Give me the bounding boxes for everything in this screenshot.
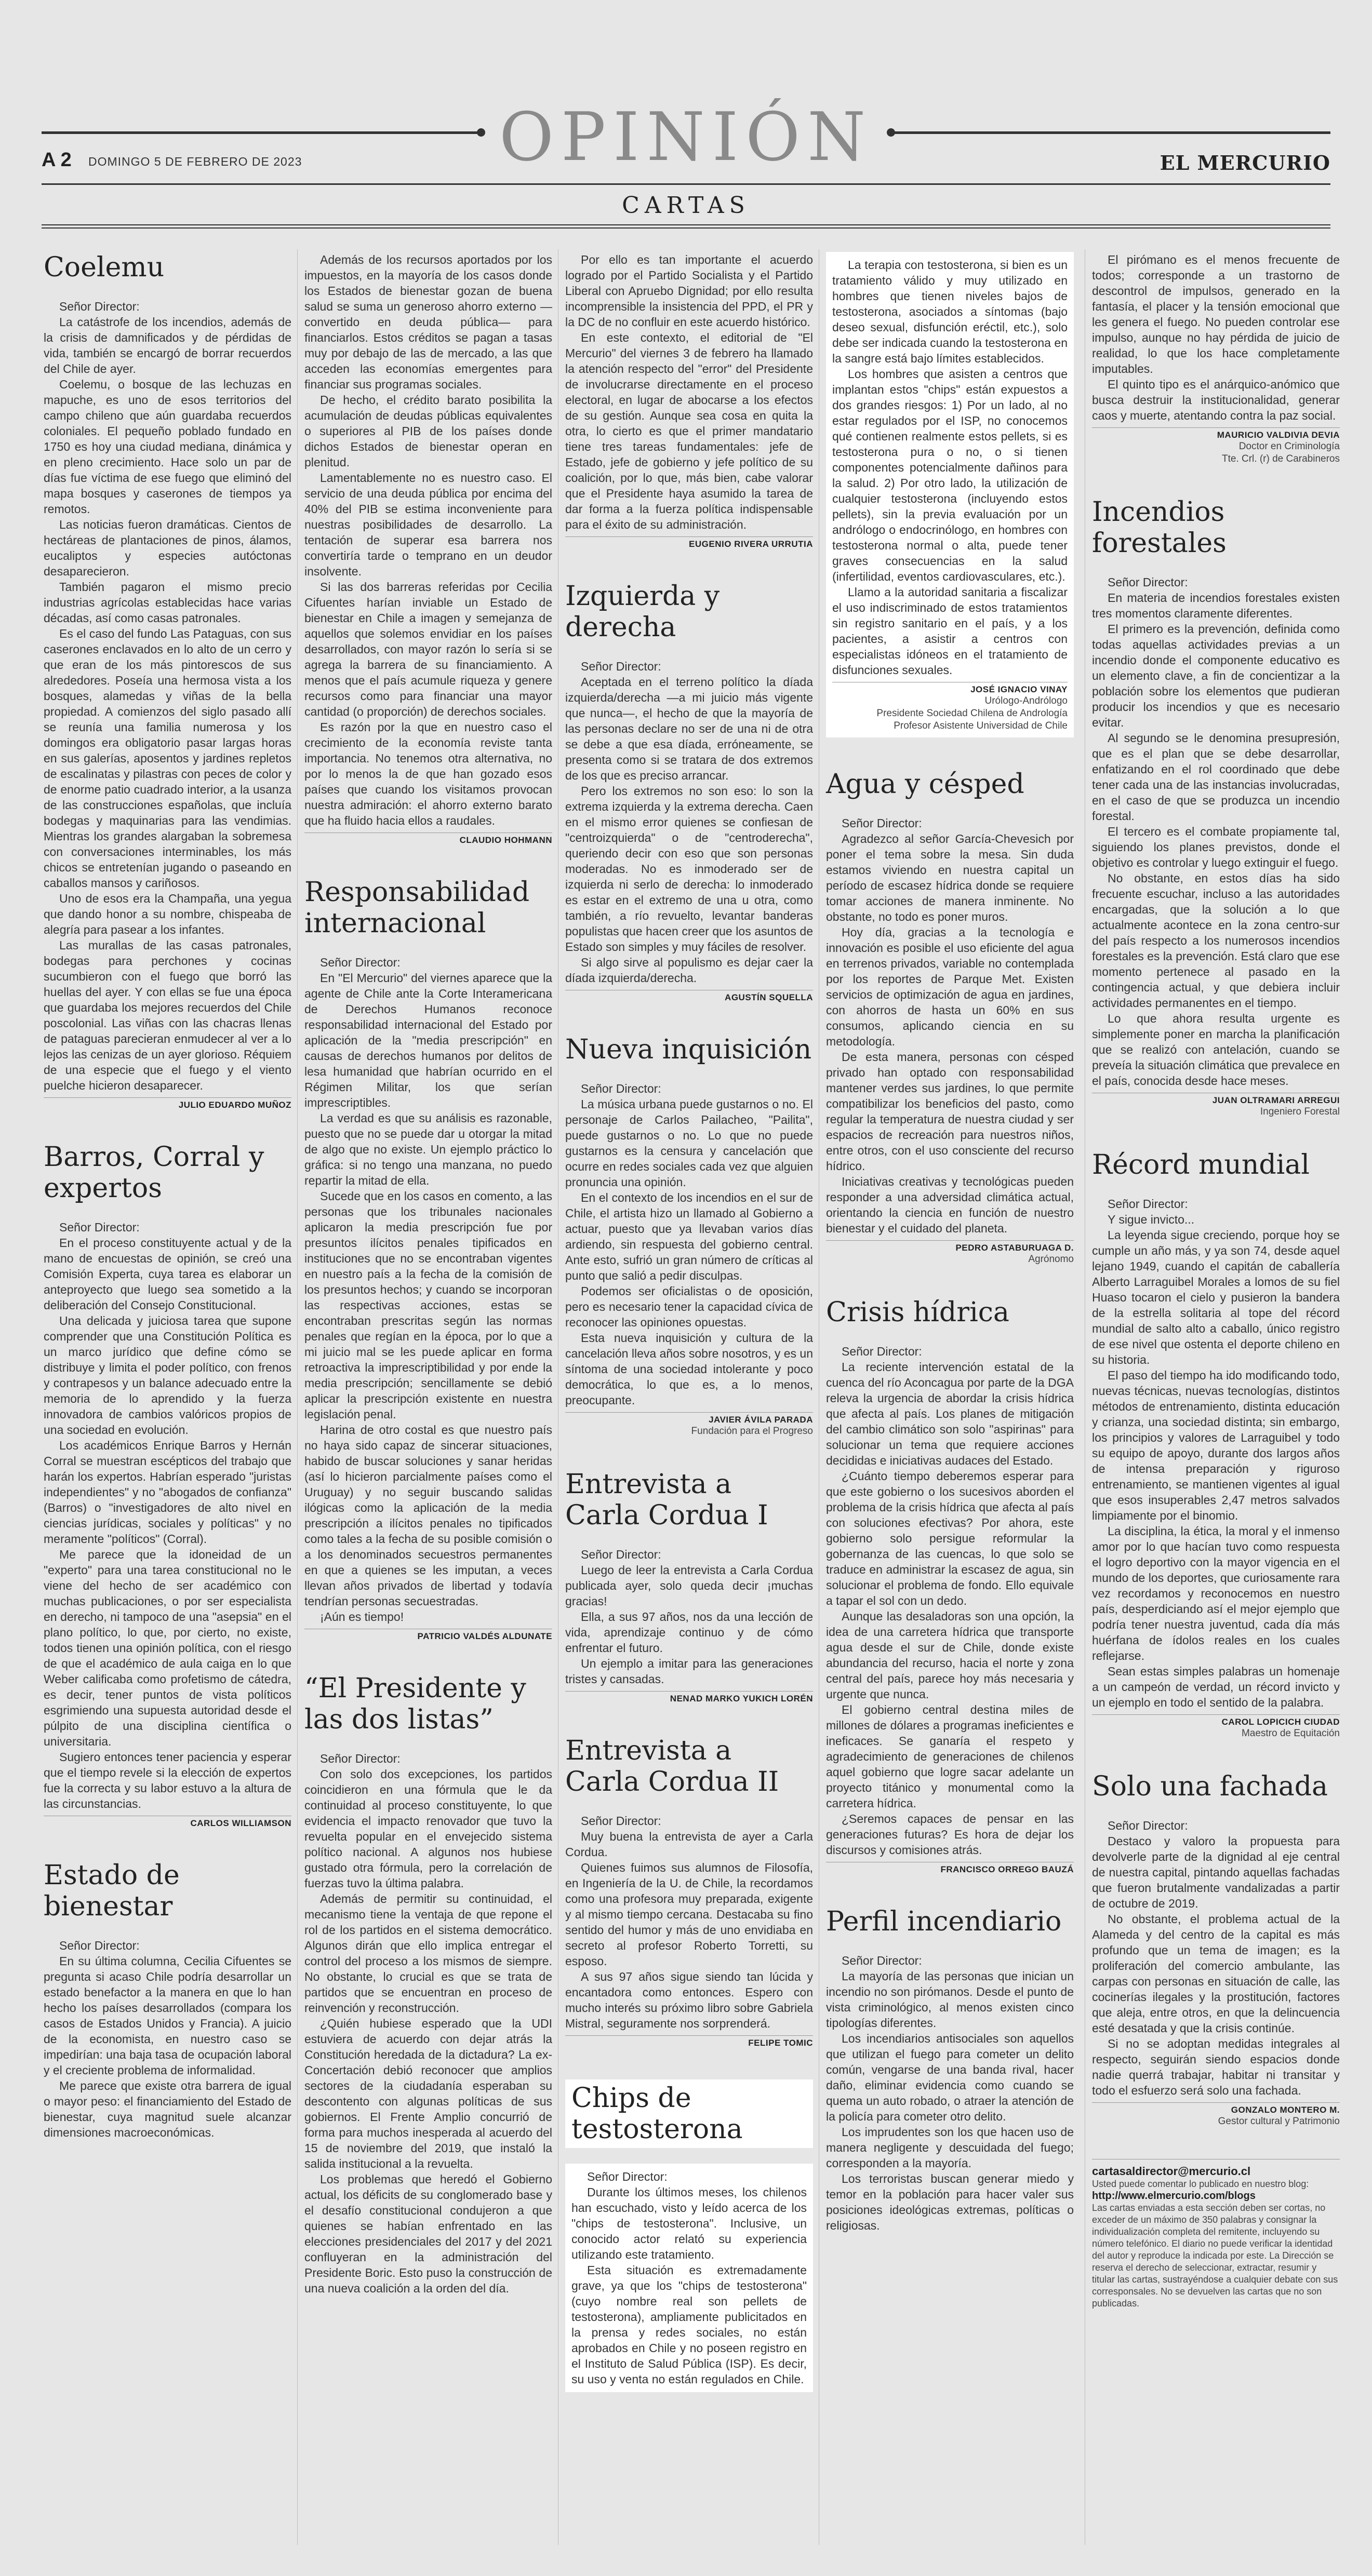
newspaper-brand: EL MERCURIO <box>1160 151 1330 175</box>
paragraph: Me parece que la idoneidad de un "experto" para una tarea constitucional no le viene del hecho de ser académico con muchas publicaciones, o por ser especialista en derecho, ni tampoco de una "asepsia" en el plano político, lo que, por cierto, no existe, todos tienen una opinión política, con el riesgo de que el académico de aula caiga en lo que Weber calificaba como profetismo de cátedra, es decir, tener puntos de vista políticos esgrimiendo una supuesta autoridad desde el púlpito de una disciplina científica o universitaria. <box>44 1548 291 1748</box>
paragraph: Los hombres que asisten a centros que implantan estos "chips" están expuestos a dos grandes riesgos: 1) Por un lado, al no estar regulados por el ISP, no conocemos qué contienen realmente estos pellets, si es testosterona pura o no, o si tienen componentes potencialmente dañinos para la salud. 2) Por otro lado, la utilización de cualquier testosterona (incluyendo estos pellets), sin la previa evaluación por un andrólogo o endocrinólogo, en hombres con testosterona normal o alta, puede tener graves consecuencias en la salud (infertilidad, eventos cardiovasculares, etc.). <box>832 367 1068 583</box>
letter-chips-cont <box>826 252 1074 737</box>
letter-text <box>1092 1818 1340 2128</box>
letter-record-mundial <box>1092 1149 1340 1740</box>
letter-barros-corral <box>44 1142 291 1829</box>
paragraph: La terapia con testosterona, si bien es un tratamiento válido y muy utilizado en hombres que tienen niveles bajos de testosterona, asociados a síntomas (bajo deseo sexual, disfunción eréctil, etc.), solo debe ser indicada cuando la testosterona en la sangre está bajo límites establecidos. <box>832 258 1068 365</box>
paragraph: En este contexto, el editorial de "El Mercurio" del viernes 3 de febrero ha llamado la atención respecto del "error" del Presidente de involucrarse directamente en el proceso electoral, en lugar de abocarse a los efectos de su gestión. Aunque sea cosa en quita la otra, lo cierto es que el primer mandatario tiene tres tareas fundamentales: jefe de Estado, jefe de gobierno y jefe político de su coalición, por lo que, más bien, cabe valorar que el Presidente haya asumido la tarea de dar forma a la fuerza política indispensable para el éxito de su administración. <box>565 331 813 531</box>
contact-policy: Las cartas enviadas a esta sección deben ser cortas, no exceder de un máximo de 350 palabras y consignar la individualización completa del remitente, incluyendo su número telefónico. El diario no puede verificar la identidad del autor y reproduce la indicada por este. La Dirección se reserva el derecho de seleccionar, extractar, resumir y titular las cartas, sustrayéndose a cualquier debate con sus corresponsales. No se devuelven las cartas que no son publicadas. <box>1092 2203 1338 2309</box>
salutation: Señor Director: <box>59 300 140 313</box>
paragraph: Sugiero entonces tener paciencia y esperar que el tiempo revele si la elección de expertos fue la correcta y su labor estuvo a la altura de las circunstancias. <box>44 1750 291 1810</box>
paragraph: Muy buena la entrevista de ayer a Carla Cordua. <box>565 1830 813 1859</box>
signature <box>1092 2102 1340 2128</box>
signer-name: PEDRO ASTABURUAGA D. <box>955 1243 1074 1253</box>
letter-text <box>44 1219 291 1829</box>
signer-role: Profesor Asistente Universidad de Chile <box>894 720 1068 731</box>
paragraph: Los problemas que heredó el Gobierno actual, los déficits de su conglomerado base y el desafío constitucional condujeron a que quienes se habían enfrentado en las elecciones presidenciales del 2017 y del 2021 confluyeran en la administración del Presidente Boric. Esto puso la construcción de una nueva coalición a la orden del día. <box>304 2172 552 2295</box>
letter-izquierda-derecha <box>565 581 813 1003</box>
paragraph: Si algo sirve al populismo es dejar caer la díada izquierda/derecha. <box>565 956 813 985</box>
paragraph: La disciplina, la ética, la moral y el inmenso amor por lo que hacían tuvo como respuesta el logro deportivo con la mayor vigencia en el mundo de los deportes, que curiosamente rara vez recordamos y reconocemos en nuestro país, desperdiciando así el mejor ejemplo que podría tener nuestra juventud, cada día más huérfana de ídolos reales en los cuales reflejarse. <box>1092 1524 1340 1662</box>
letter-body <box>565 1096 813 1408</box>
letter-text <box>565 1081 813 1438</box>
letter-agua-cesped <box>826 769 1074 1266</box>
signature <box>565 990 813 1003</box>
letter-title: Récord mundial <box>1092 1149 1310 1180</box>
letter-nueva-inquisicion <box>565 1034 813 1438</box>
salutation: Señor Director: <box>59 1939 140 1952</box>
paragraph: Coelemu, o bosque de las lechuzas en mapuche, es uno de esos territorios del campo chileno que aún guardaba recuerdos coloniales. El pequeño poblado fundado en 1750 es hoy una ciudad mediana, dinámica y en pleno crecimiento. Hace solo un par de días fue víctima de ese fuego que eliminó del mapa bosques y caserones de tiempos ya remotos. <box>44 378 291 516</box>
paragraph: ¿Quién hubiese esperado que la UDI estuviera de acuerdo con dejar atrás la Constitución heredada de la dictadura? La ex-Concertación debió reconocer que amplios sectores de la ciudadanía esperaban su descontento con algunas políticas de sus gobiernos. El Frente Amplio concurrió de forma para muchos inesperada al acuerdo del 15 de noviembre del 2019, que instaló la salida institucional a la revuelta. <box>304 2017 552 2170</box>
rule-top <box>42 183 1330 185</box>
paragraph: Destaco y valoro la propuesta para devolverle parte de la dignidad al eje central de nuestra capital, pintando aquellas fachadas que fueron brutalmente vandalizadas a partir de octubre de 2019. <box>1092 1834 1340 1910</box>
contact-intro: Usted puede comentar lo publicado en nuestro blog: <box>1092 2179 1309 2189</box>
letter-chips <box>565 2079 813 2392</box>
signer-name: CAROL LOPICICH CIUDAD <box>1221 1717 1340 1727</box>
letter-body <box>1092 252 1340 423</box>
paragraph: La catástrofe de los incendios, además de la crisis de damnificados y de pérdidas de vida, también se encargó de borrar recuerdos del Chile de ayer. <box>44 315 291 375</box>
letter-cordua-1 <box>565 1469 813 1704</box>
letter-body <box>304 970 552 1625</box>
subsection-title: CARTAS <box>622 192 750 219</box>
paragraph: En el proceso constituyente actual y de la mano de encuestas de opinión, se creó una Comisión Experta, cuya tarea es elaborar un anteproyecto que luego sea sometido a la deliberación del Consejo Constitucional. <box>44 1236 291 1312</box>
paragraph: Aunque las desaladoras son una opción, la idea de una carretera hídrica que transporte agua desde el sur de Chile, donde existe abundancia del recurso, hacia el norte y zona central del país, parece hoy más necesaria y urgente que nunca. <box>826 1609 1074 1701</box>
letter-body <box>1092 1833 1340 2098</box>
paragraph: De esta manera, personas con césped privado han optado con responsabilidad mantener verdes sus jardines, lo que permite compatibilizar los beneficios del pasto, como regular la temperatura de nuestra ciudad y ser espacios de recreación para nuestros niños, entre otros, con el uso consciente del recurso hídrico. <box>826 1050 1074 1173</box>
signer-name: CLAUDIO HOHMANN <box>459 835 552 845</box>
paragraph: Además de los recursos aportados por los impuestos, en la mayoría de los casos donde los Estados de bienestar gozan de buena salud se suma un generoso ahorro externo —convertido en deuda pública— para financiarlos. Estos créditos se pagan a tasas muy por debajo de las de mercado, a las que acceden las economías emergentes para financiar sus programas sociales. <box>304 253 552 391</box>
letter-text <box>44 299 291 1110</box>
paragraph: La reciente intervención estatal de la cuenca del río Aconcagua por parte de la DGA releva la urgencia de abordar la crisis hídrica que afecta al país. Los planes de mitigación del cambio climático son solo "aspirinas" para solucionar un tema que requiere acciones decididas e iniciativas audaces del Estado. <box>826 1360 1074 1467</box>
section-title: OPINIÓN <box>499 99 873 176</box>
signer-name: JULIO EDUARDO MUÑOZ <box>178 1100 291 1110</box>
signer-role: Presidente Sociedad Chilena de Andrología <box>876 708 1068 719</box>
letter-title: Entrevista a Carla Cordua I <box>565 1469 768 1531</box>
paragraph: Hoy día, gracias a la tecnología e innovación es posible el uso eficiente del agua en terrenos privados, variable no contemplada por los reportes de Parque Met. Existen servicios de optimización de agua en jardines, con ahorros de hasta un 60% en sus consumos, aplicando ciencia en su metodología. <box>826 925 1074 1048</box>
paragraph: En "El Mercurio" del viernes aparece que la agente de Chile ante la Corte Interamericana de Derechos Humanos reconoce responsabilidad internacional del Estado por aplicación de la "media prescripción" en causas de derechos humanos por delitos de lesa humanidad que habrían ocurrido en el Régimen Militar, los que serían imprescriptibles. <box>304 971 552 1109</box>
letter-text <box>565 659 813 1003</box>
letter-solo-fachada <box>1092 1771 1340 2128</box>
salutation: Señor Director: <box>581 1814 661 1828</box>
publication-date: DOMINGO 5 DE FEBRERO DE 2023 <box>88 155 302 168</box>
letter-body <box>565 252 813 532</box>
letter-title: Entrevista a Carla Cordua II <box>565 1735 779 1797</box>
salutation: Señor Director: <box>1108 575 1188 589</box>
letter-presidente <box>304 1673 552 2296</box>
paragraph: Si no se adoptan medidas integrales al respecto, seguirán siendo espacios donde nadie querrá trabajar, habitar ni transitar y todo el esfuerzo será solo una fachada. <box>1092 2037 1340 2097</box>
paragraph: El quinto tipo es el anárquico-anómico que busca destruir la institucionalidad, generar caos y muerte, atentando contra la paz social. <box>1092 378 1340 422</box>
letter-text <box>565 1547 813 1704</box>
signature <box>44 1816 291 1829</box>
signature <box>304 1629 552 1642</box>
paragraph: De hecho, el crédito barato posibilita la acumulación de deudas públicas equivalentes o superiores al PIB de los países donde dichos Estados de bienestar operan en plenitud. <box>304 393 552 469</box>
letter-body <box>304 252 552 828</box>
paragraph: Agradezco al señor García-Chevesich por poner el tema sobre la mesa. Sin duda estamos viviendo en nuestra capital un período de escasez hídrica donde se requiere tomar acciones de manera inminente. No obstante, no todo es poner muros. <box>826 832 1074 923</box>
signer-role: Fundación para el Progreso <box>691 1426 813 1437</box>
signature <box>1092 1714 1340 1740</box>
signature <box>826 1862 1074 1875</box>
paragraph: Además de permitir su continuidad, el mecanismo tiene la ventaja de que repone el rol de los partidos en el sistema democrático. Algunos dirán que ello implica entregar el control del proceso a los mismos de siempre. No obstante, lo crucial es que se trata de partidos que se encuentran en proceso de reinvención y reconstrucción. <box>304 1892 552 2015</box>
paragraph: Lamentablemente no es nuestro caso. El servicio de una deuda pública por encima del 40% del PIB se estima inconveniente para nuestras posibilidades de desarrollo. La tentación de superar esa barrera nos convertiría tarde o temprano en un deudor insolvente. <box>304 471 552 578</box>
letter-title: Barros, Corral y expertos <box>44 1142 264 1204</box>
signature <box>565 536 813 549</box>
signer-name: PATRICIO VALDÉS ALDUNATE <box>417 1631 552 1641</box>
paragraph: A sus 97 años sigue siendo tan lúcida y encantadora como entonces. Espero con mucho interés su próximo libro sobre Gabriela Mistral, seguramente nos sorprenderá. <box>565 1970 813 2030</box>
letter-title: Estado de bienestar <box>44 1860 180 1922</box>
salutation: Señor Director: <box>581 660 661 673</box>
letter-text <box>826 1344 1074 1875</box>
paragraph: Con solo dos excepciones, los partidos coincidieron en una fórmula que le da continuidad al proceso constituyente, lo que evidencia el impacto renovador que tuvo la revuelta popular en el envejecido sistema político nacional. A algunos nos hubiese gustado otra fórmula, pero la correlación de fuerzas tuvo la última palabra. <box>304 1767 552 1890</box>
paragraph: En su última columna, Cecilia Cifuentes se pregunta si acaso Chile podría desarrollar un estado benefactor a la manera en que lo han hecho los países desarrollados (compara los casos de Estados Unidos y Francia). A juicio de la economista, en nuestro caso se impedirían: una baja tasa de ocupación laboral y el creciente problema de informalidad. <box>44 1954 291 2077</box>
signer-name: MAURICIO VALDIVIA DEVIA <box>1217 430 1340 440</box>
signer-role: Urólogo-Andrólogo <box>984 695 1068 706</box>
letter-text <box>565 252 813 549</box>
salutation: Señor Director: <box>320 1752 401 1765</box>
salutation: Señor Director: <box>59 1220 140 1234</box>
paragraph: Iniciativas creativas y tecnológicas pueden responder a una adversidad climática actual, orientando la ciencia en función de nuestro bienestar y el cuidado del planeta. <box>826 1175 1074 1235</box>
paragraph: No obstante, en estos días ha sido frecuente escuchar, incluso a las autoridades encargadas, que la solución a lo que actualmente acontece en la zona centro-sur del país respecto a los numerosos incendios forestales es la prevención. Está claro que ese momento pertenece al pasado en la contingencia actual, y que debiera incluir actividades permanentes en el tiempo. <box>1092 871 1340 1010</box>
paragraph: Y sigue invicto... <box>1108 1213 1195 1226</box>
paragraph: Harina de otro costal es que nuestro país no haya sido capaz de sincerar situaciones, habido de buscar soluciones y sanar heridas (así lo hicieron parcialmente países como el Uruguay) y no seguir buscando salidas ilógicas como la aplicación de la media prescripción a ilícitos penales no tipificados como tales a la fecha de su posible comisión o a los denominados secuestros permanentes en que a quienes se les imputan, a veces llevan años privados de libertad y todavía tendrían personas secuestradas. <box>304 1423 552 1608</box>
letter-perfil-incendiario <box>826 1906 1074 2233</box>
paragraph: El pirómano es el menos frecuente de todos; corresponde a un trastorno de descontrol de impulsos, generado en la fantasía, el placer y la tensión emocional que les genera el fuego. No pueden controlar ese impulso, aunque no hay pérdida de juicio de realidad, lo que los hace completamente imputables. <box>1092 253 1340 375</box>
letter-text <box>1092 1196 1340 1740</box>
paragraph: El primero es la prevención, definida como todas aquellas actividades previas a un incendio donde el componente educativo es un elemento clave, a fin de concientizar a la población sobre los elementos que pudieran producir los incendios y que es necesario evitar. <box>1092 622 1340 729</box>
letter-responsabilidad <box>304 877 552 1642</box>
letter-title: “El Presidente y las dos listas” <box>304 1673 526 1735</box>
signer-role: Maestro de Equitación <box>1241 1728 1340 1739</box>
paragraph: En materia de incendios forestales existen tres momentos claramente diferentes. <box>1092 591 1340 620</box>
letter-cordua-2 <box>565 1735 813 2048</box>
letter-body <box>565 674 813 986</box>
column-4 <box>826 252 1074 2264</box>
paragraph: No obstante, el problema actual de la Alameda y del centro de la capital es más profundo que un tema de imagen; es la proliferación del comercio ambulante, las carpas con personas en situación de calle, las cocinerías ilegales y la prostitución, factores que aleja, entre otros, en que la delincuencia esté desatada y que la crisis continúe. <box>1092 1912 1340 2035</box>
letter-body <box>304 1766 552 2296</box>
letter-text <box>826 815 1074 1266</box>
letter-text <box>304 1751 552 2296</box>
column-3 <box>565 252 813 2423</box>
contact-blog-link[interactable]: http://www.elmercurio.com/blogs <box>1092 2190 1256 2202</box>
paragraph: Podemos ser oficialistas o de oposición, pero es necesario tener la capacidad cívica de reconocer las opiniones opuestas. <box>565 1284 813 1329</box>
letter-estado-bienestar-cont <box>304 252 552 846</box>
signature <box>826 1240 1074 1266</box>
paragraph: ¿Seremos capaces de pensar en las generaciones futuras? Es hora de dejar los discursos y comisiones atrás. <box>826 1812 1074 1857</box>
salutation: Señor Director: <box>842 1345 922 1358</box>
paragraph: Uno de esos era la Champaña, una yegua que dando honor a su nombre, chispeaba de alegría para pasear a los infantes. <box>44 892 291 936</box>
paragraph: Al segundo se le denomina presupresión, que es el plan que se debe desarrollar, enfatizando en el rol coordinado que debe tener cada una de las instancias involucradas, en el caso de que se produzca un incendio forestal. <box>1092 731 1340 823</box>
letter-text <box>565 2164 813 2392</box>
masthead <box>42 101 1330 184</box>
paragraph: El tercero es el combate propiamente tal, siguiendo los planes previstos, donde el objetivo es controlar y luego extinguir el fuego. <box>1092 825 1340 869</box>
letter-body <box>44 314 291 1093</box>
salutation: Señor Director: <box>320 956 401 969</box>
contact-box <box>1092 2159 1340 2310</box>
paragraph: Lo que ahora resulta urgente es simplemente poner en marcha la planificación que se realizó con antelación, cuando se preveía la situación climática que prevalece en el país, conocida desde hace meses. <box>1092 1012 1340 1088</box>
letter-body <box>571 2184 807 2387</box>
letter-text <box>826 252 1074 737</box>
signature <box>565 1691 813 1704</box>
contact-email[interactable]: cartasaldirector@mercurio.cl <box>1092 2165 1251 2178</box>
paragraph: Me parece que existe otra barrera de igual o mayor peso: el financiamiento del Estado de bienestar, cuya magnitud suele alcanzar dimensiones macroeconómicas. <box>44 2079 291 2139</box>
letter-perfil-cont <box>1092 252 1340 465</box>
paragraph: Un ejemplo a imitar para las generaciones tristes y cansadas. <box>565 1657 813 1686</box>
paragraph: Los académicos Enrique Barros y Hernán Corral se muestran escépticos del trabajo que harán los expertos. Habrían esperado "juristas independientes" y no "abogados de confianza" (Barros) o "investigadores de alto nivel en ciencias jurídicas, sociales y políticas" y no meramente "políticos" (Corral). <box>44 1439 291 1546</box>
salutation: Señor Director: <box>581 1548 661 1561</box>
signer-role: Ingeniero Forestal <box>1260 1106 1340 1117</box>
signature <box>304 833 552 846</box>
column-2 <box>304 252 552 2327</box>
paragraph: El paso del tiempo ha ido modificando todo, nuevas técnicas, nuevas tecnologías, distintos métodos de entrenamiento, distinta educación y crianza, una sociedad distinta; sin embargo, los principios y valores de Larraguibel y todo su equipo de apoyo, durante dos largos años de intensa preparación y riguroso entrenamiento, se mantienen vigentes al igual que esos insuperables 2,47 metros salvados limpiamente por el binomio. <box>1092 1369 1340 1522</box>
signer-name: CARLOS WILLIAMSON <box>190 1818 291 1828</box>
signer-name: JUAN OLTRAMARI ARREGUI <box>1212 1095 1340 1105</box>
letter-body <box>1092 590 1340 1089</box>
paragraph: Pero los extremos no son eso: lo son la extrema izquierda y la extrema derecha. Caen en el mismo error quienes se confiesan de "centroizquierda" o de "centroderecha", queriendo decir con eso que son personas moderadas. No es inmoderado ser de izquierda ni serlo de derecha: lo inmoderado es estar en el extremo de una u otra, como también, a río revuelto, levantar banderas populistas que hacen creer que los asuntos de Estado son simples y muy fáciles de resolver. <box>565 784 813 954</box>
paragraph: La leyenda sigue creciendo, porque hoy se cumple un año más, y ya son 74, desde aquel lejano 1949, cuando el capitán de caballería Alberto Larraguibel Morales a lomos de su fiel Huaso tocaron el cielo y pusieron la bandera de la estrella solitaria al tope del récord mundial de salto alto a caballo, único registro de ese nivel que ostenta el deporte chileno en su historia. <box>1092 1228 1340 1366</box>
salutation: Señor Director: <box>581 1082 661 1095</box>
letter-body <box>565 1562 813 1687</box>
paragraph: Ella, a sus 97 años, nos da una lección de vida, aprendizaje continuo y de cómo enfrentar el futuro. <box>565 1610 813 1655</box>
signature <box>832 682 1068 732</box>
rule-bottom-2 <box>42 227 1330 229</box>
paragraph: Es el caso del fundo Las Pataguas, con sus caserones enclavados en lo alto de un cerro y que eran de los más pintorescos de sus alrededores. Poseía una hermosa vista a los bosques, alamedas y viñas de la bella propiedad. A comienzos del siglo pasado allí se reunía una familia numerosa y los domingos era obligatorio pasar largas horas en sus galerías, aposentos y jardines repletos de escalinatas y pilastras con peces de color y de enorme patio cuadrado interior, a la usanza de las construcciones españolas, que incluía bodegas y maquinarias para las vendimias. Mientras los grandes alargaban la sobremesa con conversaciones interminables, los más chicos se entretenían jugando o paseando en caballos mansos y cariñosos. <box>44 627 291 890</box>
letter-text <box>565 1813 813 2048</box>
page-number: A 2 <box>42 149 72 171</box>
paragraph: ¡Aún es tiempo! <box>320 1610 404 1624</box>
paragraph: Sucede que en los casos en comento, a las personas que los tribunales nacionales aplicaron la media prescripción fue por presuntos ilícitos penales tipificados en instituciones que no se encontraban vigentes en nuestro país a la fecha de la comisión de los presuntos hechos; y cuando se incorporan las respectivas acciones, estas se encontraban prescritas según las normas penales que regían en la época, por lo que a mi juicio mal se les puede aplicar en forma retroactiva la imprescriptibilidad y por ende la media prescripción; sencillamente se debió aplicar la prescripción existente en nuestra legislación penal. <box>304 1189 552 1421</box>
signature <box>565 1412 813 1438</box>
letter-estado-bienestar <box>44 1860 291 2140</box>
signature <box>1092 1093 1340 1118</box>
letter-body <box>832 257 1068 678</box>
signer-name: AGUSTÍN SQUELLA <box>725 992 813 1002</box>
letter-body <box>44 1953 291 2140</box>
letter-body <box>565 1829 813 2031</box>
paragraph: Sean estas simples palabras un homenaje a un campeón de verdad, un récord invicto y un ejemplo en todo el sentido de la palabra. <box>1092 1665 1340 1709</box>
paragraph: Aceptada en el terreno político la díada izquierda/derecha —a mi juicio más vigente que nunca—, el hecho de que la mayoría de las personas declare no ser de una ni de otra se debe a que esa díada, erróneamente, se presenta como si se tratara de dos extremos de los que es preciso arrancar. <box>565 675 813 782</box>
letter-incendios-forestales <box>1092 497 1340 1118</box>
paragraph: El gobierno central destina miles de millones de dólares a programas ineficientes e ineficaces. Se ganaría el respeto y agradecimiento de generaciones de chilenos aquel gobierno que logre sacar adelante un proyecto titánico y monumental como la carretera hídrica. <box>826 1703 1074 1810</box>
paragraph: Las murallas de las casas patronales, bodegas para perchones y cocinas sucumbieron con el fuego que borró las huellas del ayer. Y con ellas se fue una época que guardaba los mejores recuerdos del Chile poscolonial. Las viñas con las chacras llenas de pataguas parecieran enmudecer al ver a lo lejos las cenizas de un ayer glorioso. Réquiem de una especie que el fuego y el viento puelche hicieron desaparecer. <box>44 938 291 1092</box>
paragraph: Una delicada y juiciosa tarea que supone comprender que una Constitución Política es un marco jurídico que define cómo se distribuye y limita el poder político, con frenos y contrapesos y un balance adecuado entre la memoria de lo aprendido y la fuerza innovadora de cambios valóricos propios de una sociedad en evolución. <box>44 1314 291 1437</box>
signature <box>565 2035 813 2048</box>
letter-body <box>44 1235 291 1812</box>
signer-name: NENAD MARKO YUKICH LORÉN <box>670 1694 813 1703</box>
letter-text <box>304 955 552 1642</box>
salutation: Señor Director: <box>1108 1197 1188 1211</box>
paragraph: Los terroristas buscan generar miedo y temor en la población para hacer valer sus posiciones ideológicas extremas, políticas o religiosas. <box>826 2172 1074 2232</box>
paragraph: Luego de leer la entrevista a Carla Cordua publicada ayer, solo queda decir ¡muchas gracias! <box>565 1563 813 1608</box>
salutation: Señor Director: <box>1108 1819 1188 1832</box>
letter-title: Responsabilidad internacional <box>304 877 530 939</box>
column-1 <box>44 252 291 2171</box>
signer-name: JOSÉ IGNACIO VINAY <box>970 685 1068 694</box>
letter-title: Izquierda y derecha <box>565 581 720 643</box>
letter-title: Chips de testosterona <box>565 2079 813 2148</box>
paragraph: Los imprudentes son los que hacen uso de manera negligente y descuidada del fuego; corresponden a la mayoría. <box>826 2125 1074 2170</box>
letter-coelemu <box>44 252 291 1110</box>
letter-body <box>1092 1212 1340 1710</box>
signer-role: Doctor en Criminología <box>1238 441 1340 452</box>
paragraph: La música urbana puede gustarnos o no. El personaje de Carlos Pailacheo, "Pailita", puede gustarnos o no. Lo que no puede gustarnos es la censura y cancelación que ocurre en redes sociales cada vez que alguien pronuncia una opinión. <box>565 1097 813 1189</box>
paragraph: Esta situación es extremadamente grave, ya que los "chips de testosterona" (cuyo nombre real son pellets de testosterona), ampliamente publicitados en la prensa y redes sociales, no están aprobados en Chile y no poseen registro en el Instituto de Salud Pública (ISP). Es decir, su uso y venta no están regulados en Chile. <box>571 2263 807 2386</box>
paragraph: Durante los últimos meses, los chilenos han escuchado, visto y leído acerca de los "chips de testosterona". Inclusive, un conocido actor relató su experiencia utilizando este tratamiento. <box>571 2185 807 2261</box>
signature <box>1092 427 1340 465</box>
letter-text <box>1092 252 1340 465</box>
letter-text <box>44 1938 291 2140</box>
letter-title: Coelemu <box>44 252 165 283</box>
paragraph: La verdad es que su análisis es razonable, puesto que no se puede dar u otorgar la mitad de algo que no existe. Un ejemplo práctico lo gráfica: si no tengo una manzana, no puedo repartir la mitad de ella. <box>304 1111 552 1187</box>
signer-role: Agrónomo <box>1028 1254 1074 1265</box>
paragraph: Quienes fuimos sus alumnos de Filosofía, en Ingeniería de la U. de Chile, la recordamos como una profesora muy preparada, exigente y al mismo tiempo cercana. Destacaba su fino sentido del humor y más de uno envidiaba en secreto al profesor Roberto Torretti, su esposo. <box>565 1861 813 1968</box>
letter-crisis-hidrica <box>826 1297 1074 1875</box>
paragraph: Es razón por la que en nuestro caso el crecimiento de la economía reviste tanta importancia. No tenemos otra alternativa, no por lo menos la de que han gozado esos países que cuando los visitamos provocan nuestra admiración: el ahorro externo barato que ha fluido hacia ellos a raudales. <box>304 720 552 827</box>
letter-title: Solo una fachada <box>1092 1771 1328 1802</box>
paragraph: ¿Cuánto tiempo deberemos esperar para que este gobierno o los sucesivos aborden el problema de la crisis hídrica que afecta al país con soluciones efectivas? Por ahora, este gobierno solo persigue reformular la gobernanza de las cuencas, lo que solo se traduce en administrar la escasez de agua, sin solucionar el problema de fondo. Ello equivale a tapar el sol con un dedo. <box>826 1469 1074 1607</box>
signer-role: Gestor cultural y Patrimonio <box>1218 2116 1340 2127</box>
paragraph: Si las dos barreras referidas por Cecilia Cifuentes harían inviable un Estado de bienestar en Chile a imagen y semejanza de aquellos que solemos envidiar en los países desarrollados, con mayor razón lo sería si se agrega la barrera de su financiamiento. A menos que el país acumule riqueza y genere recursos como para financiar una mayor cantidad (o proporción) de derechos sociales. <box>304 580 552 718</box>
letter-body <box>826 831 1074 1236</box>
paragraph: Los incendiarios antisociales son aquellos que utilizan el fuego para cometer un delito común, vengarse de una banda rival, hacer daño, eliminar evidencia como cuando se quema un auto robado, o atraer la atención de la policía para cometer otro delito. <box>826 2032 1074 2123</box>
rule-bottom-1 <box>42 224 1330 225</box>
letter-title: Nueva inquisición <box>565 1034 812 1065</box>
letter-title: Agua y césped <box>826 769 1024 800</box>
paragraph: Las noticias fueron dramáticas. Cientos de hectáreas de plantaciones de pinos, álamos, eucaliptos y especies autóctonas desaparecieron. <box>44 518 291 578</box>
letter-text <box>304 252 552 846</box>
letter-title: Perfil incendiario <box>826 1906 1062 1937</box>
signer-name: GONZALO MONTERO M. <box>1231 2105 1340 2115</box>
paragraph: Llamo a la autoridad sanitaria a fiscalizar el uso indiscriminado de estos tratamientos sin registro sanitario en el país, y a los pacientes, a asistir a centros con especialistas idóneos en el tratamiento de disfunciones sexuales. <box>832 585 1068 677</box>
letter-text <box>1092 574 1340 1118</box>
paragraph: En el contexto de los incendios en el sur de Chile, el artista hizo un llamado al Gobierno a actuar, puesto que ya llevaban varios días ardiendo, sin respuesta del gobierno central. Ante esto, sufrió un gran número de críticas al punto que salió a pedir disculpas. <box>565 1191 813 1282</box>
signer-name: EUGENIO RIVERA URRUTIA <box>689 539 813 549</box>
letter-text <box>826 1953 1074 2233</box>
signature <box>44 1097 291 1110</box>
column-separator <box>297 249 298 2545</box>
signer-name: FRANCISCO ORREGO BAUZÁ <box>940 1864 1074 1874</box>
paragraph: La mayoría de las personas que inician un incendio no son pirómanos. Desde el punto de vista criminológico, al menos existen cinco tipologías diferentes. <box>826 1969 1074 2030</box>
salutation: Señor Director: <box>587 2170 668 2183</box>
salutation: Señor Director: <box>842 816 922 830</box>
paragraph: Esta nueva inquisición y cultura de la cancelación lleva años sobre nosotros, y es un síntoma de una sociedad intolerante y poco democrática, lo que es, a lo menos, preocupante. <box>565 1331 813 1407</box>
column-5 <box>1092 252 1340 2310</box>
paragraph: Por ello es tan importante el acuerdo logrado por el Partido Socialista y el Partido Liberal con Apruebo Dignidad; por ello resulta incomprensible la insistencia del PPD, el PR y la DC de no confluir en este acuerdo histórico. <box>565 253 813 329</box>
letter-title: Crisis hídrica <box>826 1297 1009 1328</box>
signer-role: Tte. Crl. (r) de Carabineros <box>1221 453 1340 464</box>
paragraph: También pagaron el mismo precio industrias agrícolas establecidas hace varias décadas, así como casas patronales. <box>44 580 291 625</box>
letter-body <box>826 1359 1074 1858</box>
signer-name: FELIPE TOMIC <box>748 2038 813 2048</box>
letter-title: Incendios forestales <box>1092 497 1227 559</box>
letter-presidente-cont <box>565 252 813 549</box>
salutation: Señor Director: <box>842 1954 922 1967</box>
signer-name: JAVIER ÁVILA PARADA <box>709 1415 813 1425</box>
letter-body <box>826 1968 1074 2233</box>
